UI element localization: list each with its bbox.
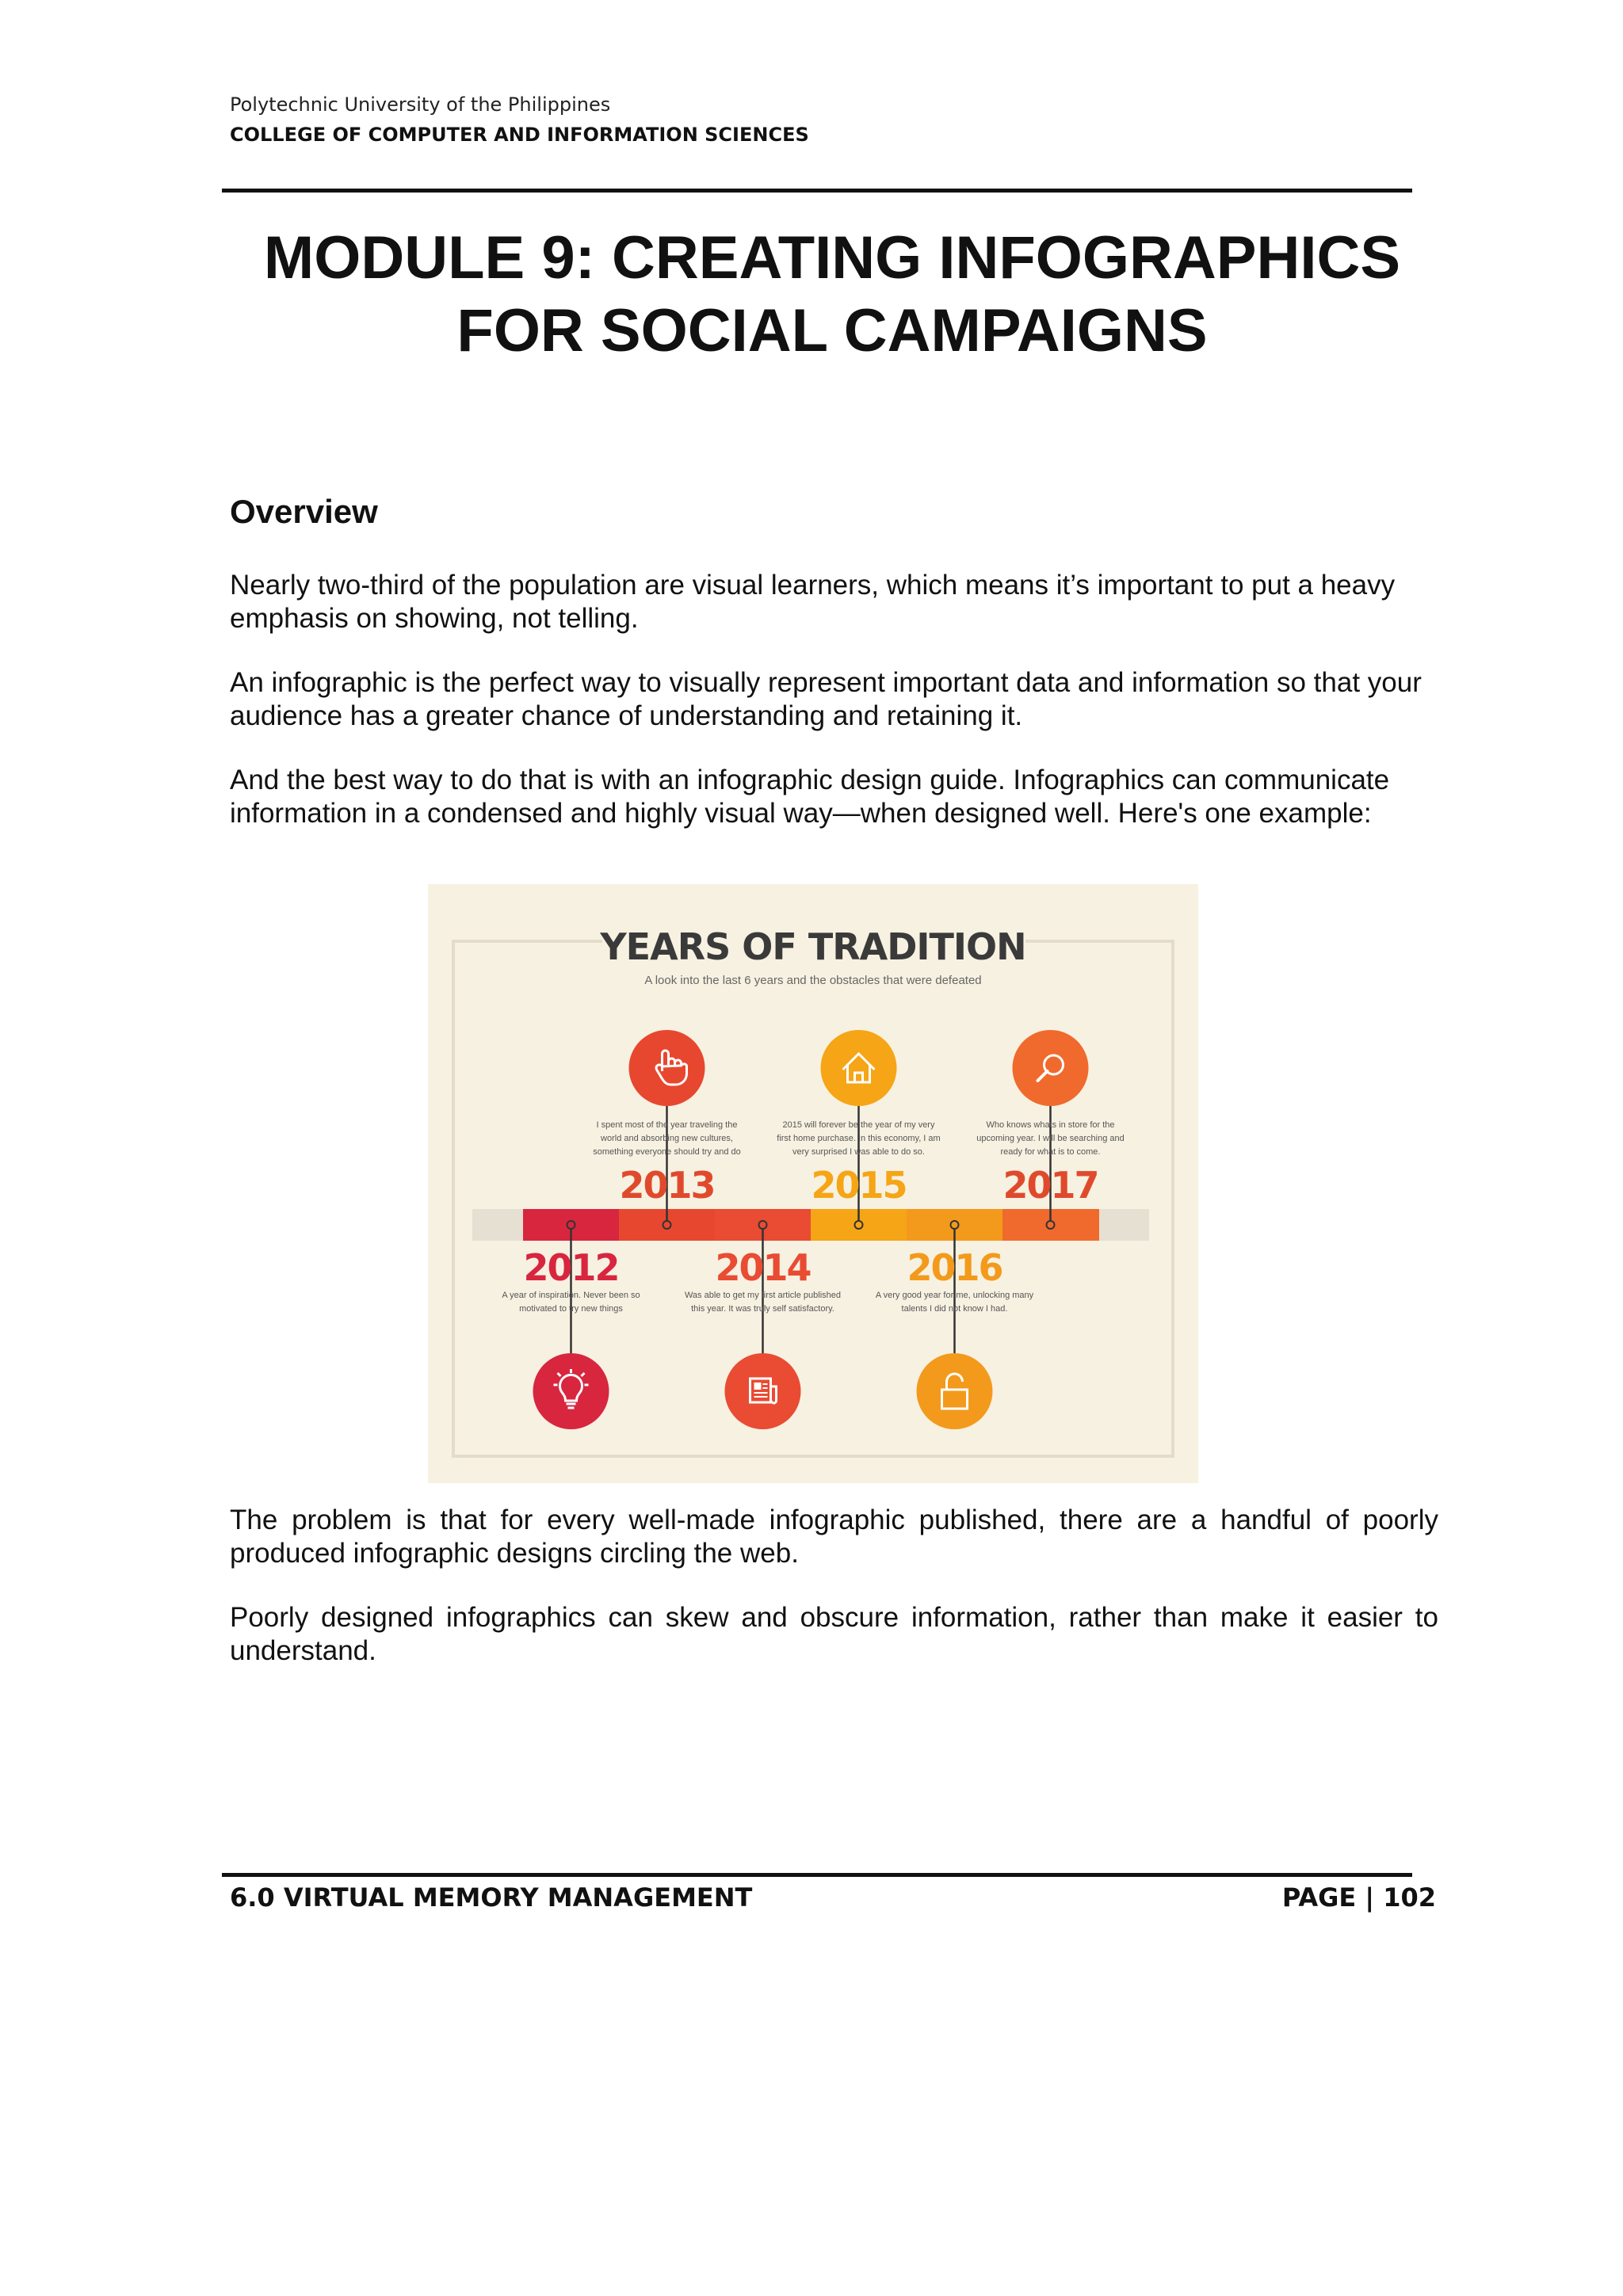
timeline-dot-2014 — [759, 1221, 767, 1229]
timeline-dot-2012 — [567, 1221, 575, 1229]
timeline-dot-2016 — [951, 1221, 959, 1229]
page-title — [238, 222, 1426, 368]
milestone-text-2015-3: very surprised I was able to do so. — [792, 1147, 925, 1157]
timeline-dot-2015 — [855, 1221, 863, 1229]
year-label-2016: 2016 — [907, 1246, 1002, 1289]
footer-section-title: 6.0 VIRTUAL MEMORY MANAGEMENT — [230, 1882, 753, 1913]
milestone-text-2017-2: upcoming year. I will be searching and — [976, 1134, 1125, 1143]
milestone-text-2014-2: this year. It was truly self satisfactory. — [691, 1304, 834, 1314]
infographic-subtitle: A look into the last 6 years and the obstacles that were defeated — [644, 974, 982, 987]
header-university: Polytechnic University of the Philippines — [230, 93, 611, 116]
milestone-text-2013-1: I spent most of the year traveling the — [596, 1120, 738, 1130]
footer-page-number: PAGE | 102 — [1281, 1882, 1436, 1913]
milestone-text-2013-2: world and absorbing new cultures, — [601, 1134, 733, 1143]
header-college: COLLEGE OF COMPUTER AND INFORMATION SCIENCES — [230, 124, 809, 146]
year-label-2015: 2015 — [811, 1164, 907, 1207]
milestone-text-2012-1: A year of inspiration. Never been so — [502, 1291, 640, 1300]
header-rule — [222, 189, 1412, 193]
infographic-svg — [428, 884, 1198, 1483]
milestone-circle-2016 — [917, 1353, 993, 1429]
milestone-text-2016-2: talents I did not know I had. — [901, 1304, 1008, 1314]
timeline-dot-2017 — [1047, 1221, 1055, 1229]
overview-paragraph-1: Nearly two-third of the population are visual learners, which means it’s important to put a heavy emphasis on showing, not telling. — [230, 570, 1396, 634]
timeline-dot-2013 — [663, 1221, 671, 1229]
milestone-circle-2017 — [1013, 1030, 1089, 1106]
title-line-1: MODULE 9: CREATING INFOGRAPHICS — [263, 224, 1401, 292]
timeline-cap-left — [472, 1209, 523, 1241]
year-label-2014: 2014 — [715, 1246, 811, 1289]
title-line-2: FOR SOCIAL CAMPAIGNS — [456, 297, 1208, 364]
overview-heading: Overview — [230, 493, 378, 530]
milestone-text-2014-1: Was able to get my first article published — [684, 1291, 842, 1300]
closing-paragraph-2: Poorly designed infographics can skew and obscure information, rather than make it easier to understand. — [230, 1602, 1438, 1666]
milestone-text-2012-2: motivated to try new things — [519, 1304, 623, 1314]
milestone-circle-2014 — [725, 1353, 801, 1429]
milestone-text-2015-2: first home purchase. In this economy, I am — [777, 1134, 941, 1143]
milestone-circle-2012 — [533, 1353, 609, 1429]
footer-rule — [222, 1873, 1412, 1877]
milestone-text-2013-3: something everyone should try and do — [593, 1147, 741, 1157]
milestone-circle-2015 — [821, 1030, 897, 1106]
year-label-2017: 2017 — [1002, 1164, 1098, 1207]
milestone-circle-2013 — [629, 1030, 705, 1106]
closing-paragraph-1: The problem is that for every well-made infographic published, there are a handful of poorly produced infographic designs circling the web. — [230, 1505, 1438, 1569]
milestone-text-2017-1: Who knows whats in store for the — [986, 1120, 1115, 1130]
year-label-2013: 2013 — [619, 1164, 715, 1207]
infographic-figure — [428, 884, 1198, 1483]
overview-paragraph-3: And the best way to do that is with an infographic design guide. Infographics can communicate information in a condensed and highly visual way—when designed well. Here's one example: — [230, 765, 1390, 829]
overview-paragraph-2: An infographic is the perfect way to visually represent important data and information so that your audience has a greater chance of understanding and retaining it. — [230, 667, 1422, 731]
infographic-title: YEARS OF TRADITION — [600, 925, 1026, 968]
year-label-2012: 2012 — [523, 1246, 619, 1289]
timeline-cap-right — [1098, 1209, 1149, 1241]
milestone-text-2017-3: ready for what is to come. — [1000, 1147, 1101, 1157]
milestone-text-2016-1: A very good year for me, unlocking many — [875, 1291, 1034, 1300]
milestone-text-2015-1: 2015 will forever be the year of my very — [782, 1120, 935, 1130]
